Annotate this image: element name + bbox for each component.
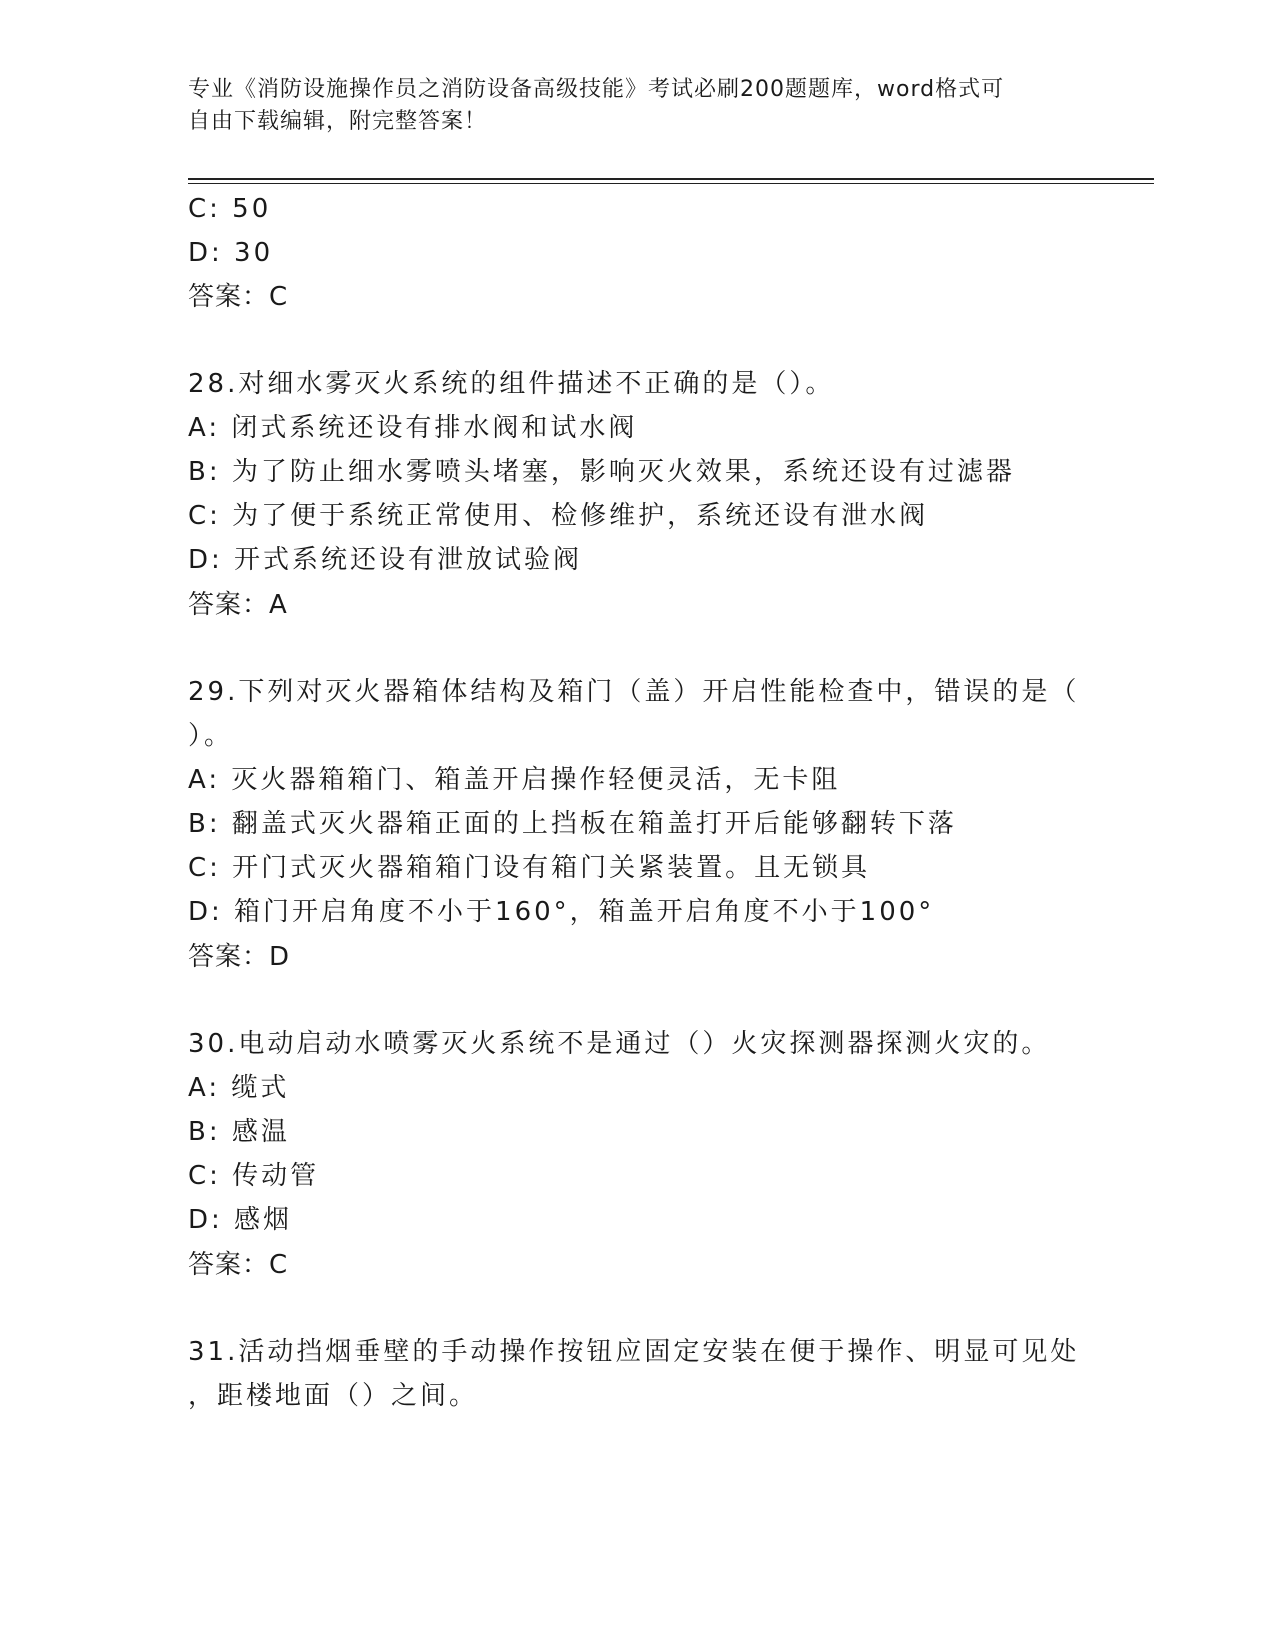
q31-stem-line-1: 31.活动挡烟垂壁的手动操作按钮应固定安装在便于操作、明显可见处 [188, 1337, 1080, 1367]
q28-answer: 答案：A [188, 590, 288, 620]
q29-stem-line-2: ）。 [188, 721, 234, 751]
q30-option-a: A: 缆式 [188, 1073, 290, 1103]
q29-option-d: D: 箱门开启角度不小于160°，箱盖开启角度不小于100° [188, 897, 935, 927]
q31-stem-line-2: ，距楼地面（）之间。 [188, 1381, 479, 1411]
q30-option-b: B: 感温 [188, 1117, 290, 1147]
prev-option-d: D: 30 [188, 238, 274, 268]
q28-stem: 28.对细水雾灭火系统的组件描述不正确的是（）。 [188, 369, 835, 399]
prev-option-c: C: 50 [188, 194, 272, 224]
header-divider-thin [188, 183, 1154, 184]
q28-option-c: C: 为了便于系统正常使用、检修维护，系统还设有泄水阀 [188, 501, 929, 531]
q29-stem-line-1: 29.下列对灭火器箱体结构及箱门（盖）开启性能检查中，错误的是（ [188, 677, 1080, 707]
q28-option-d: D: 开式系统还设有泄放试验阀 [188, 545, 583, 575]
q29-answer: 答案：D [188, 942, 291, 972]
q30-answer: 答案：C [188, 1250, 289, 1280]
q28-option-a: A: 闭式系统还设有排水阀和试水阀 [188, 413, 638, 443]
q30-option-c: C: 传动管 [188, 1161, 320, 1191]
q30-stem: 30.电动启动水喷雾灭火系统不是通过（）火灾探测器探测火灾的。 [188, 1029, 1051, 1059]
q29-option-a: A: 灭火器箱箱门、箱盖开启操作轻便灵活，无卡阻 [188, 765, 841, 795]
header-line-2: 自由下载编辑，附完整答案！ [188, 109, 488, 134]
q28-option-b: B: 为了防止细水雾喷头堵塞，影响灭火效果，系统还设有过滤器 [188, 457, 1015, 487]
q29-option-c: C: 开门式灭火器箱箱门设有箱门关紧装置。且无锁具 [188, 853, 871, 883]
prev-answer: 答案：C [188, 282, 289, 312]
q29-option-b: B: 翻盖式灭火器箱正面的上挡板在箱盖打开后能够翻转下落 [188, 809, 957, 839]
document-header [188, 74, 1088, 138]
header-divider-thick [188, 178, 1154, 180]
q30-option-d: D: 感烟 [188, 1205, 293, 1235]
header-line-1: 专业《消防设施操作员之消防设备高级技能》考试必刷200题题库，word格式可 [188, 77, 1005, 102]
